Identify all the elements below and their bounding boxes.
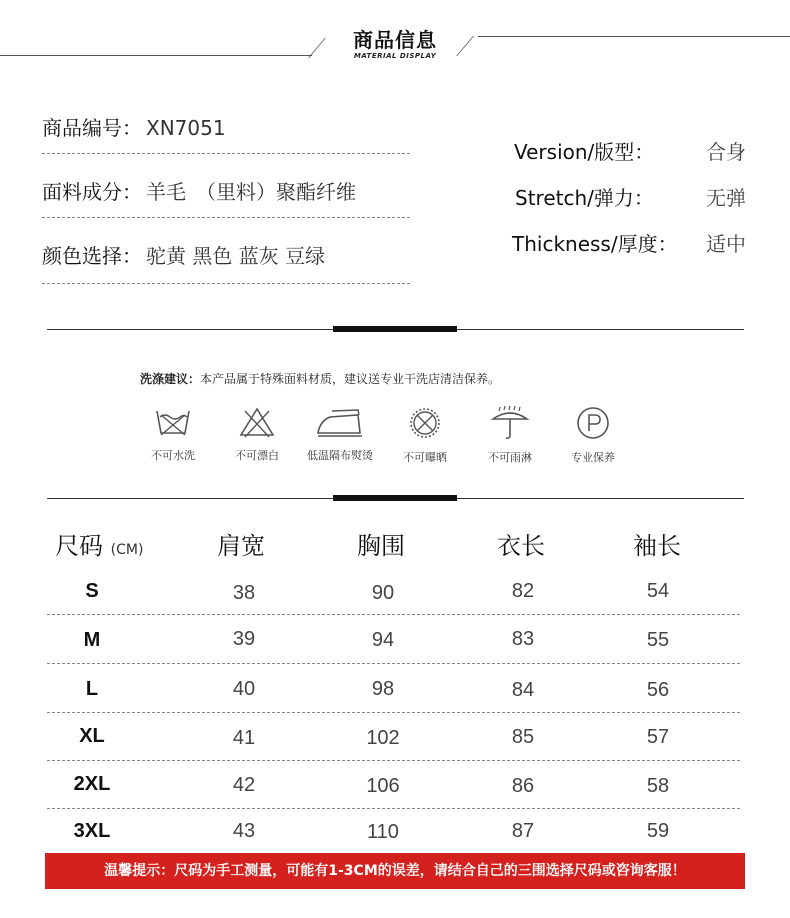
info-item-colors <box>42 240 325 269</box>
length-value: 86 <box>511 775 535 797</box>
spec-label-thickness: Thickness/厚度： <box>512 232 678 256</box>
care-text: 本产品属于特殊面料材质，建议送专业干洗店清洁保养。 <box>200 372 501 386</box>
care-item-no-wash <box>133 405 213 463</box>
section-title: 商品信息 <box>353 28 437 52</box>
spec-value-thickness: 适中 <box>706 232 746 256</box>
sleeve-value: 58 <box>646 775 670 797</box>
size-label: 3XL <box>73 820 111 842</box>
info-value: 驼黄 黑色 蓝灰 豆绿 <box>146 244 326 268</box>
care-caption: 不可曝晒 <box>403 451 447 464</box>
shoulder-value: 41 <box>232 727 256 749</box>
sleeve-value: 56 <box>646 679 670 701</box>
care-caption: 专业保养 <box>571 451 615 464</box>
length-value: 84 <box>511 679 535 701</box>
shoulder-value: 40 <box>232 678 256 700</box>
spec-label-stretch: Stretch/弹力： <box>515 186 654 210</box>
no-wash-icon <box>153 405 193 439</box>
sleeve-value: 54 <box>646 580 670 602</box>
length-value: 83 <box>511 628 535 650</box>
dashed-divider <box>42 283 410 284</box>
care-caption: 不可漂白 <box>235 449 279 462</box>
no-bleach-icon <box>237 405 277 439</box>
size-label: XL <box>79 725 105 747</box>
info-item-fabric <box>42 176 356 205</box>
info-value: 羊毛 （里料）聚酯纤维 <box>146 180 356 204</box>
info-value: XN7051 <box>146 116 226 140</box>
spec-label-version: Version/版型： <box>514 140 655 164</box>
info-label: 商品编号： <box>42 116 142 140</box>
size-label: S <box>85 580 99 602</box>
divider-accent <box>333 326 457 332</box>
row-divider <box>47 712 740 713</box>
sleeve-value: 55 <box>646 629 670 651</box>
shoulder-value: 42 <box>232 774 256 796</box>
shoulder-value: 39 <box>232 628 256 650</box>
length-value: 85 <box>511 726 535 748</box>
size-table-header-shoulder: 肩宽 <box>217 532 265 560</box>
chest-value: 110 <box>367 821 399 843</box>
dashed-divider <box>42 153 410 154</box>
low-iron-icon <box>314 405 366 439</box>
shoulder-value: 43 <box>232 820 256 842</box>
no-rain-icon <box>490 405 530 441</box>
section-subtitle: MATERIAL DISPLAY <box>353 52 437 60</box>
size-table-header-length: 衣长 <box>497 532 545 560</box>
spec-value-stretch: 无弹 <box>706 186 746 210</box>
shoulder-value: 38 <box>232 582 256 604</box>
care-caption: 低温隔布熨烫 <box>307 449 373 462</box>
spec-value-version: 合身 <box>706 140 746 164</box>
length-value: 82 <box>511 580 535 602</box>
chest-value: 106 <box>366 775 400 797</box>
length-value: 87 <box>511 820 535 842</box>
care-item-professional <box>553 405 633 465</box>
header-label: 尺码 <box>55 532 103 560</box>
care-label: 洗涤建议： <box>140 372 201 386</box>
info-label: 面料成分： <box>42 180 142 204</box>
care-advice <box>140 370 500 387</box>
row-divider <box>47 760 740 761</box>
size-table-header-sleeve: 袖长 <box>633 532 681 560</box>
row-divider <box>47 808 740 809</box>
info-label: 颜色选择： <box>42 244 142 268</box>
row-divider <box>47 663 740 664</box>
unit-label: (CM) <box>110 542 144 558</box>
size-notice-banner: 温馨提示：尺码为手工测量，可能有1-3CM的误差，请结合自己的三围选择尺码或咨询客服！ <box>45 853 745 889</box>
care-item-no-rain <box>470 405 550 465</box>
chest-value: 98 <box>371 678 395 700</box>
info-item-code <box>42 112 226 141</box>
size-table-header-chest: 胸围 <box>357 532 405 560</box>
divider-accent <box>333 495 457 501</box>
care-item-no-bleach <box>217 405 297 463</box>
care-item-low-iron <box>300 405 380 463</box>
care-caption: 不可水洗 <box>151 449 195 462</box>
sleeve-value: 57 <box>646 726 670 748</box>
professional-care-icon <box>573 405 613 441</box>
sleeve-value: 59 <box>646 820 670 842</box>
care-item-no-sun <box>385 405 465 465</box>
chest-value: 90 <box>371 582 395 604</box>
row-divider <box>47 614 740 615</box>
chest-value: 102 <box>366 727 400 749</box>
size-label: 2XL <box>73 773 111 795</box>
dashed-divider <box>42 217 410 218</box>
chest-value: 94 <box>371 629 395 651</box>
care-caption: 不可雨淋 <box>488 451 532 464</box>
size-label: M <box>83 629 101 651</box>
no-sun-icon <box>405 405 445 441</box>
size-label: L <box>85 678 99 700</box>
size-table-header-size <box>55 526 143 561</box>
